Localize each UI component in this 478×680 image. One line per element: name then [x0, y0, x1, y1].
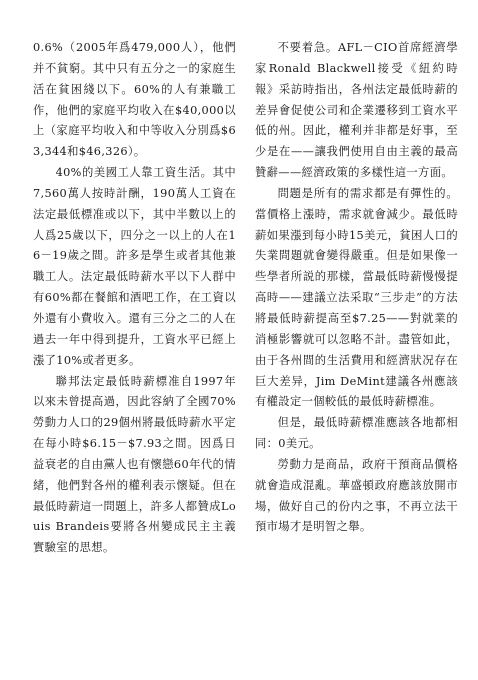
paragraph: 0.6%（2005年爲479,000人），他們并不貧窮。其中只有五分之一的家庭生活在貧困綫以下。60%的人有兼職工作，他們的家庭平均收入在$40,000以上（家庭平均收入和中等收入分別爲$63,344和$46,326）。 — [33, 41, 236, 159]
paragraph: 40%的美國工人靠工資生活。其中7,560萬人按時計酬，190萬人工資在法定最低標准或以下，其中半數以上的人爲25歲以下，四分之一以上的人在16－19歲之間。許多是學生或者其他兼職工人。法定最低時薪水平以下人群中有60%都在餐館和酒吧工作，在工資以外還有小費收入。還有三分之二的人在過去一年中得到提升，工資水平已經上漲了10%或者更多。 — [33, 166, 236, 367]
left-column — [33, 38, 236, 559]
paragraph: 勞動力是商品，政府干預商品價格就會造成混亂。華盛頓政府應該放開市場，做好自己的份内之事，不再立法干預市場才是明智之舉。 — [255, 457, 458, 534]
paragraph: 但是，最低時薪標准應該各地都相同：0美元。 — [255, 416, 458, 451]
paragraph: 問題是所有的需求都是有彈性的。當價格上漲時，需求就會減少。最低時薪如果漲到每小時15美元，貧困人口的失業問題就會變得嚴重。但是如果像一些學者所説的那樣，當最低時薪慢慢提高時——建議立法采取“三步走”的方法將最低時薪提高至$7.25——對就業的消極影響就可以忽略不計。盡管如此，由于各州間的生活費用和經濟狀况存在巨大差异，Jim DeMint建議各州應該有權設定一個較低的最低時薪標准。 — [255, 186, 458, 409]
paragraph: 不要着急。AFL－CIO首席經濟學家Ronald Blackwell接受《紐約時報》采訪時指出，各州法定最低時薪的差异會促使公司和企業遷移到工資水平低的州。因此，權利并非都是好事，至少是在——讓我們使用自由主義的最高贊辭——經濟政策的多樣性這一方面。 — [255, 41, 458, 180]
paragraph: 聯邦法定最低時薪標准自1997年以來未曾提高過，因此容納了全國70%勞動力人口的29個州將最低時薪水平定在每小時$6.15－$7.93之間。因爲日益衰老的自由黨人也有懷戀60年代的情緒，他們對各州的權利表示懷疑。但在最低時薪這一問題上，許多人都贊成Louis Brandeis要將各州變成民主主義實驗室的思想。 — [33, 374, 236, 555]
right-column — [255, 38, 458, 538]
